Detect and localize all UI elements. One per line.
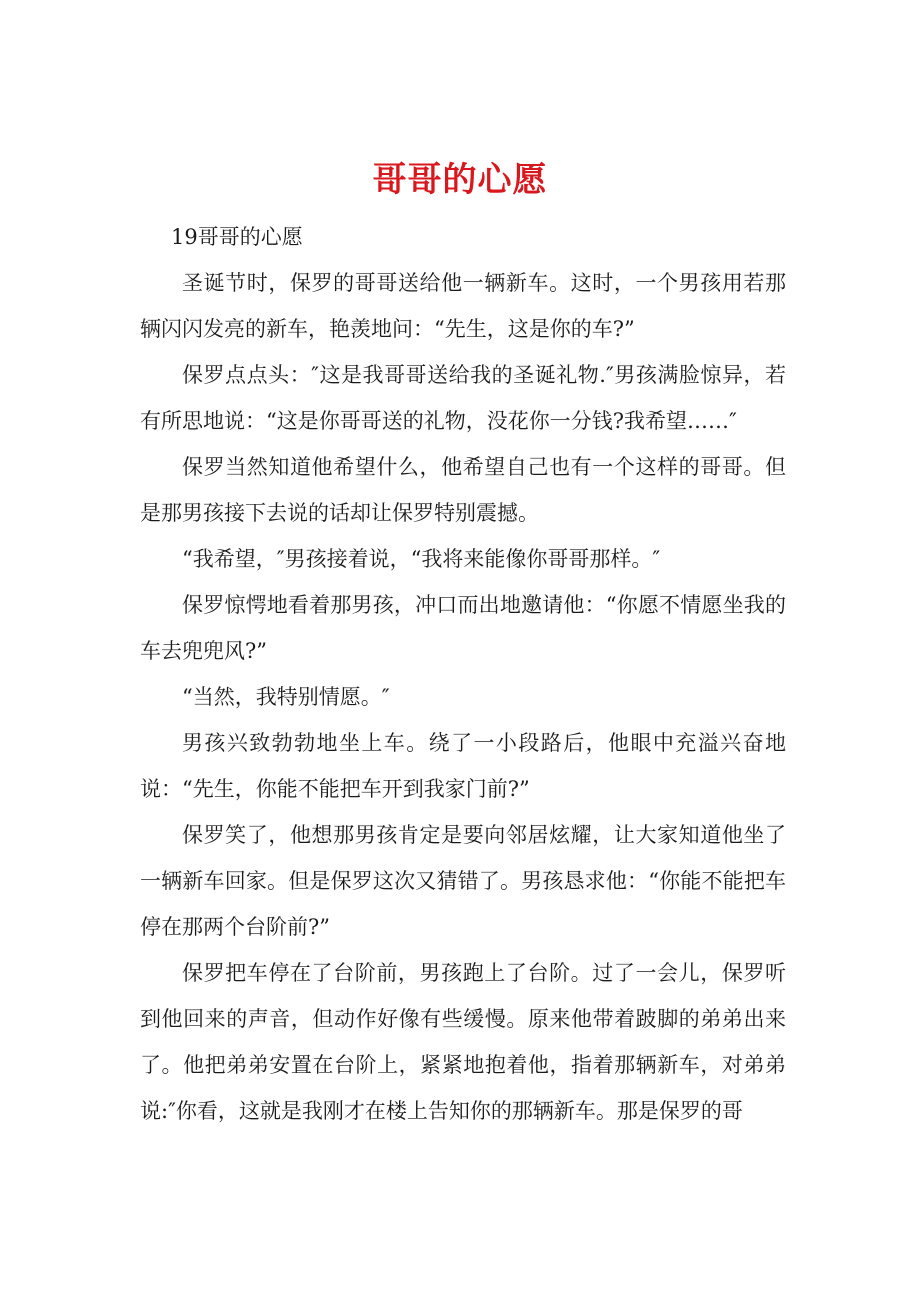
paragraph-6: “当然，我特别情愿。″ bbox=[182, 685, 390, 709]
paragraph-3: 保罗当然知道他希望什么，他希望自己也有一个这样的哥哥。但是那男孩接下去说的话却让保罗特别震撼。 bbox=[140, 455, 786, 525]
document-title: 哥哥的心愿 bbox=[372, 159, 548, 200]
paragraph-2: 保罗点点头：″这是我哥哥送给我的圣诞礼物.″男孩满脸惊异，若有所思地说：“这是你哥哥送的礼物，没花你一分钱?我希望……″ bbox=[140, 363, 786, 433]
paragraph-4: “我希望，″男孩接着说，“我将来能像你哥哥那样。″ bbox=[182, 547, 661, 571]
paragraph-5: 保罗惊愕地看着那男孩，冲口而出地邀请他：“你愿不情愿坐我的车去兜兜风?” bbox=[140, 593, 786, 663]
document-body bbox=[140, 214, 786, 1134]
paragraph-7: 男孩兴致勃勃地坐上车。绕了一小段路后，他眼中充溢兴奋地说：“先生，你能不能把车开到我家门前?” bbox=[140, 731, 786, 801]
paragraph-8: 保罗笑了，他想那男孩肯定是要向邻居炫耀，让大家知道他坐了一辆新车回家。但是保罗这次又猜错了。男孩恳求他：“你能不能把车停在那两个台阶前?” bbox=[140, 823, 786, 939]
paragraph-1: 圣诞节时，保罗的哥哥送给他一辆新车。这时，一个男孩用若那辆闪闪发亮的新车，艳羡地问：“先生，这是你的车?” bbox=[140, 271, 786, 341]
article-subtitle: 19哥哥的心愿 bbox=[171, 225, 303, 249]
paragraph-9: 保罗把车停在了台阶前，男孩跑上了台阶。过了一会儿，保罗听到他回来的声音，但动作好像有些缓慢。原来他带着跛脚的弟弟出来了。他把弟弟安置在台阶上，紧紧地抱着他，指着那辆新车，对弟弟说:″你看，这就是我刚才在楼上告知你的那辆新车。那是保罗的哥 bbox=[140, 961, 786, 1123]
